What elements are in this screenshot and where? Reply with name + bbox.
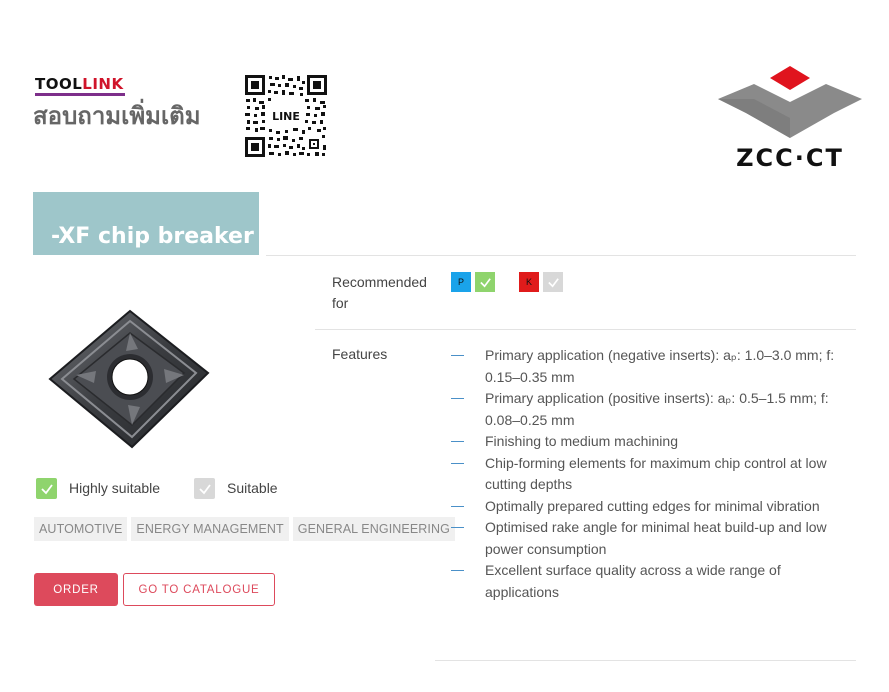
industry-tags: [34, 517, 455, 541]
divider: [315, 329, 856, 330]
highly-suitable-label: Highly suitable: [69, 480, 161, 496]
dash-bullet-icon: [451, 570, 464, 571]
divider: [435, 660, 856, 661]
product-title-block: [33, 192, 259, 255]
dash-bullet-icon: [451, 398, 464, 399]
feature-item: Primary application (negative inserts): aₚ: 1.0–3.0 mm; f: 0.15–0.35 mm: [451, 345, 851, 388]
logo-wordmark: ZCC·CT: [736, 144, 844, 172]
highly-suitable-check-icon: [36, 478, 57, 499]
line-qr-code[interactable]: [245, 75, 327, 157]
dash-bullet-icon: [451, 355, 464, 356]
dash-bullet-icon: [451, 441, 464, 442]
toollink-brand: [33, 73, 233, 133]
feature-item: Primary application (positive inserts): aₚ: 0.5–1.5 mm; f: 0.08–0.25 mm: [451, 388, 851, 431]
p-highly-suitable-check-icon: [475, 272, 495, 292]
tag-automotive[interactable]: AUTOMOTIVE: [34, 517, 127, 541]
recommended-label: Recommended for: [332, 274, 427, 311]
feature-item: Chip-forming elements for maximum chip control at low cutting depths: [451, 453, 851, 496]
suitable-check-icon: [194, 478, 215, 499]
insert-image: [46, 305, 214, 455]
qr-line-label: LINE: [272, 110, 300, 123]
tag-general-engineering[interactable]: GENERAL ENGINEERING: [293, 517, 455, 541]
features-list: [451, 345, 851, 603]
dash-bullet-icon: [451, 506, 464, 507]
divider: [266, 255, 856, 256]
page-title: -XF chip breaker: [51, 224, 254, 249]
feature-item: Optimised rake angle for minimal heat build-up and low power consumption: [451, 517, 851, 560]
contact-heading: สอบถามเพิ่มเติม: [33, 102, 201, 130]
suitable-label: Suitable: [227, 480, 278, 496]
tag-energy-management[interactable]: ENERGY MANAGEMENT: [131, 517, 288, 541]
features-label: Features: [332, 346, 388, 362]
toollink-logo: TOOLLINK: [35, 75, 124, 93]
material-k-badge: K: [519, 272, 539, 292]
material-p-badge: P: [451, 272, 471, 292]
feature-item: Finishing to medium machining: [451, 431, 851, 453]
dash-bullet-icon: [451, 463, 464, 464]
feature-item: Optimally prepared cutting edges for minimal vibration: [451, 496, 851, 518]
order-button[interactable]: ORDER: [34, 573, 118, 606]
dash-bullet-icon: [451, 527, 464, 528]
zcc-ct-logo: [716, 66, 864, 172]
feature-item: Excellent surface quality across a wide range of applications: [451, 560, 851, 603]
k-suitable-check-icon: [543, 272, 563, 292]
go-to-catalogue-button[interactable]: GO TO CATALOGUE: [123, 573, 275, 606]
brand-underline: [35, 93, 125, 96]
